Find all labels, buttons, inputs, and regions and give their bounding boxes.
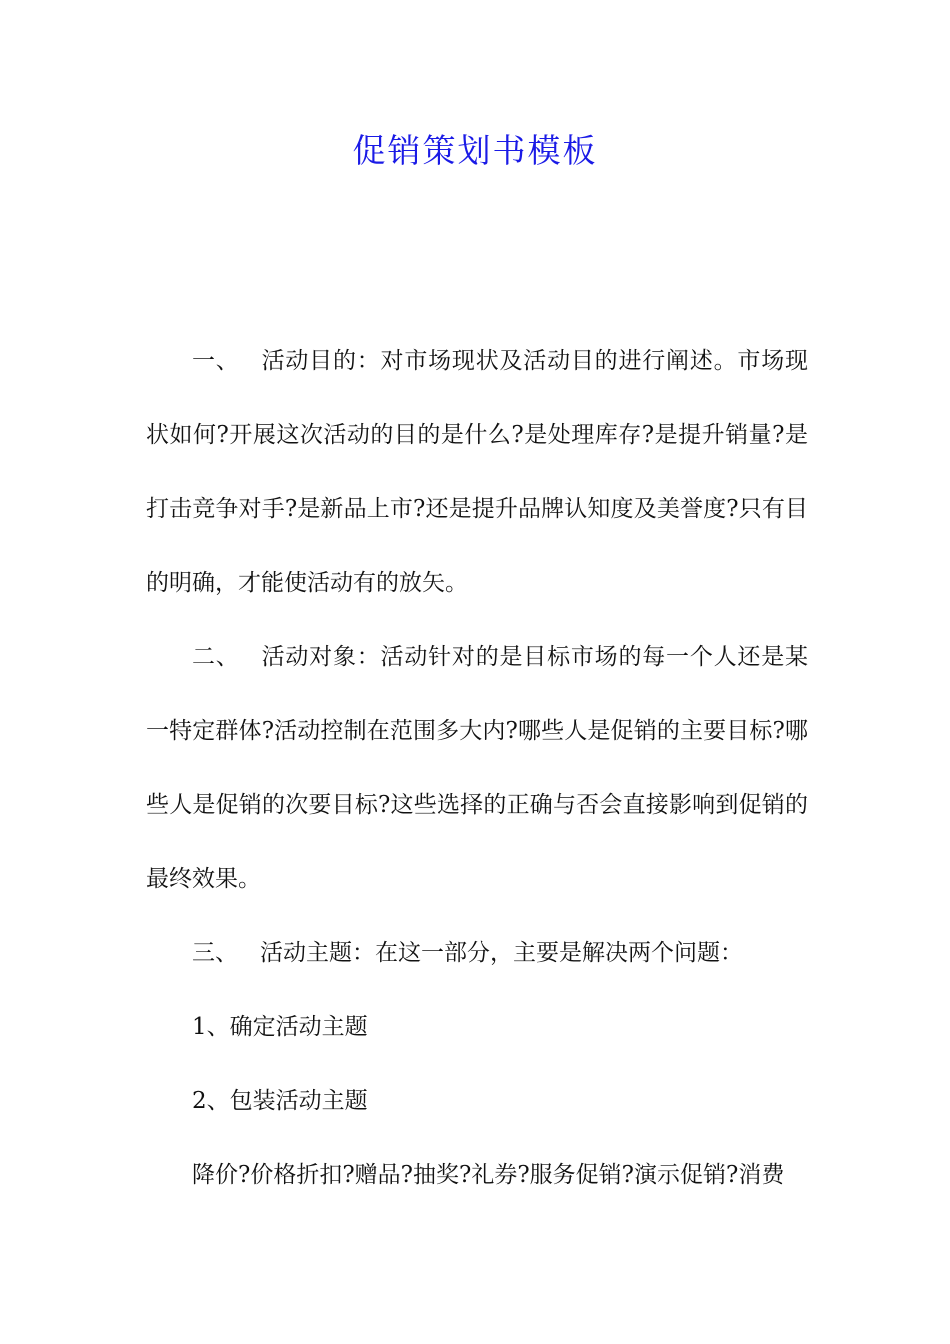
section-number: 一、 <box>192 348 240 374</box>
list-item: 2、包装活动主题 <box>192 1088 368 1114</box>
section-text: 活动主题：在这一部分，主要是解决两个问题： <box>260 940 743 966</box>
trailing-paragraph: 降价?价格折扣?赠品?抽奖?礼券?服务促销?演示促销?消费 <box>192 1162 785 1188</box>
section-paragraph <box>146 620 808 916</box>
document-body <box>146 324 808 1212</box>
section-text: 活动目的：对市场现状及活动目的进行阐述。市场现状如何?开展这次活动的目的是什么?是处理库存?是提升销量?是打击竞争对手?是新品上市?还是提升品牌认知度及美誉度?只有目的明确，才能使活动有的放矢。 <box>146 348 809 596</box>
section-paragraph <box>146 916 808 990</box>
document-title: 促销策划书模板 <box>352 131 598 170</box>
section-paragraph <box>146 324 808 620</box>
section-number: 二、 <box>192 644 240 670</box>
section-number: 三、 <box>192 940 238 966</box>
section-text: 活动对象：活动针对的是目标市场的每一个人还是某一特定群体?活动控制在范围多大内?哪些人是促销的主要目标?哪些人是促销的次要目标?这些选择的正确与否会直接影响到促销的最终效果。 <box>146 644 809 892</box>
list-item: 1、确定活动主题 <box>192 1014 368 1040</box>
